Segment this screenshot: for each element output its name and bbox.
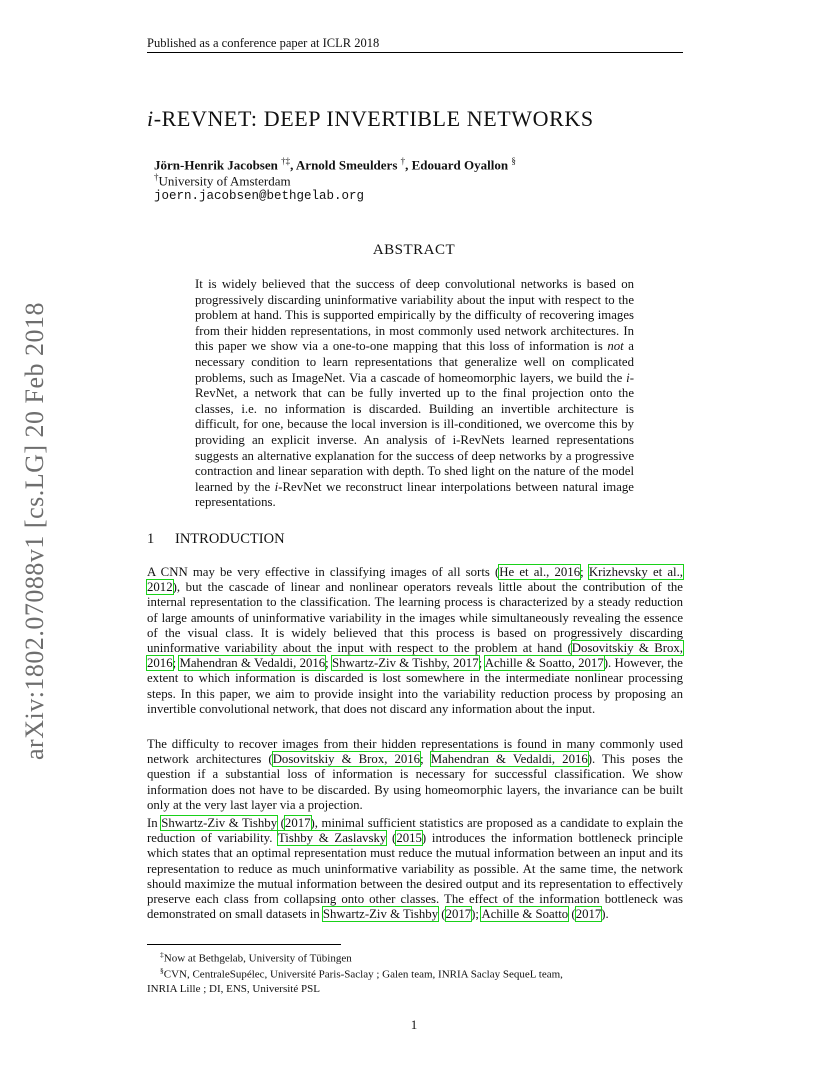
- footnote-mark: §: [160, 966, 164, 975]
- citation-link[interactable]: 2017: [284, 816, 311, 830]
- body-text: ).: [601, 907, 609, 922]
- running-header: Published as a conference paper at ICLR 2018: [147, 36, 380, 50]
- author-3-mark: §: [511, 156, 516, 166]
- abstract-body: [195, 277, 634, 511]
- section-title: INTRODUCTION: [175, 531, 285, 547]
- body-text: ;: [478, 656, 485, 671]
- footnote-mark: ‡: [160, 950, 164, 959]
- author-2: , Arnold Smeulders: [290, 157, 398, 173]
- citation-link[interactable]: Shwartz-Ziv & Tishby: [161, 816, 278, 830]
- intro-paragraph-2: [147, 737, 683, 813]
- abstract-text: It is widely believed that the success of deep convolutional networks is based on progressively discarding uninformative variability about the input with respect to the problem at hand. This is supported empirically by the difficulty of recovering images from their hidden representations, in most commonly used network architectures. In this paper we show via a one-to-one mapping that this loss of information is: [195, 277, 634, 354]
- citation-link[interactable]: He et al., 2016: [499, 565, 581, 579]
- title-text: -REVNET: DEEP INVERTIBLE NETWORKS: [153, 106, 594, 131]
- body-text: (: [277, 816, 285, 830]
- title-italic-i: i: [147, 106, 154, 131]
- body-text: ) introduces the information bottleneck principle which states that an optimal representation must reduce the mutual information between an input and its representation to reduce as much uninformative variability as possible. At the same time, the network should maximize the mutual information between the desired output and its representation to effectively preserve each class from collapsing onto other classes. The effect of the information bottleneck was demonstrated on small datasets in: [147, 831, 683, 922]
- section-number: 1: [147, 531, 155, 547]
- citation-link[interactable]: Mahendran & Vedaldi, 2016: [430, 752, 588, 767]
- citation-link[interactable]: 2015: [396, 831, 422, 846]
- abstract-italic-i: i: [626, 370, 630, 385]
- citation-link[interactable]: Achille & Soatto, 2017: [484, 656, 604, 671]
- author-email[interactable]: joern.jacobsen@bethgelab.org: [154, 189, 365, 203]
- author-2-mark: †: [400, 156, 406, 166]
- citation-link[interactable]: Dosovitskiy & Brox, 2016: [147, 641, 683, 671]
- body-text: A CNN may be very effective in classifying images of all sorts (: [147, 565, 500, 579]
- body-text: ), minimal sufficient statistics are proposed as a candidate to explain the reduction of variability.: [147, 816, 683, 846]
- body-text: ;: [420, 752, 431, 767]
- body-text: (: [438, 907, 446, 922]
- body-text: ), but the cascade of linear and nonlinear operators reveals little about the contribution of the internal representation to the classification. The learning process is characterized by a steady reduction of large amounts of uninformative variability in the images while simultaneously revealing the essence of the visual class. It is widely believed that this process is based on progressively discarding uninformative variability about the input with respect to the problem at hand (: [147, 580, 683, 656]
- body-text: );: [471, 907, 482, 922]
- citation-link[interactable]: 2017: [575, 907, 602, 922]
- footnote-rule: [147, 944, 341, 945]
- body-text: ;: [325, 656, 333, 671]
- footnote-text: CVN, CentraleSupélec, Université Paris-Saclay ; Galen team, INRIA Saclay SequeL team, INRIA Lille ; DI, ENS, Université PSL: [147, 968, 563, 995]
- header-rule: [147, 52, 683, 53]
- footnote-2: [147, 964, 567, 996]
- citation-link[interactable]: Shwartz-Ziv & Tishby: [322, 907, 439, 922]
- intro-paragraph-1: [147, 565, 683, 717]
- affiliation-text: University of Amsterdam: [158, 173, 291, 189]
- body-text: ). However, the extent to which information is discarded is lost somewhere in the intermediate nonlinear processing steps. In this paper, we aim to provide insight into the variability reduction process by proposing an invertible convolutional network, that does not discard any information about the input.: [147, 656, 683, 716]
- abstract-heading: ABSTRACT: [372, 242, 456, 258]
- citation-link[interactable]: Achille & Soatto: [481, 907, 569, 922]
- body-text: (: [386, 831, 397, 846]
- abstract-text: a necessary condition to learn representations that generalize well on complicated problems, such as ImageNet. Via a cascade of homeomorphic layers, we build the: [195, 339, 634, 385]
- author-3: , Edouard Oyallon: [405, 157, 509, 173]
- citation-link[interactable]: Dosovitskiy & Brox, 2016: [272, 752, 421, 767]
- author-1: Jörn-Henrik Jacobsen: [154, 157, 278, 173]
- author-1-mark: †‡: [281, 156, 291, 166]
- body-text: (: [568, 907, 576, 922]
- section-heading: [147, 531, 285, 548]
- affiliation-mark: †: [154, 172, 159, 182]
- paper-title: [147, 106, 594, 132]
- footnote-text: Now at Bethgelab, University of Tübingen: [163, 952, 352, 965]
- footnote-1: [160, 950, 352, 965]
- page-number: 1: [410, 1017, 418, 1032]
- body-text: ). This poses the question if a substantial loss of information is necessary for successful classification. We show information does not have to be discarded. By using homeomorphic layers, the invariance can be built only at the very last layer via a projection.: [147, 752, 683, 812]
- intro-paragraph-3: [147, 816, 683, 922]
- abstract-italic-i: i: [274, 479, 279, 494]
- body-text: In: [147, 816, 162, 830]
- body-text: ;: [580, 565, 589, 579]
- author-list: [154, 156, 516, 173]
- body-text: ;: [172, 656, 180, 671]
- abstract-emph: not: [607, 339, 624, 354]
- citation-link[interactable]: Shwartz-Ziv & Tishby, 2017: [332, 656, 479, 671]
- body-text: The difficulty to recover images from their hidden representations is found in many commonly used network architectures (: [147, 737, 683, 767]
- citation-link[interactable]: Mahendran & Vedaldi, 2016: [179, 656, 326, 671]
- citation-link[interactable]: Krizhevsky et al., 2012: [147, 565, 683, 595]
- arxiv-stamp: arXiv:1802.07088v1 [cs.LG] 20 Feb 2018: [20, 301, 49, 760]
- citation-link[interactable]: 2017: [445, 907, 472, 922]
- abstract-text: -RevNet we reconstruct linear interpolations between natural image representations.: [195, 479, 634, 510]
- citation-link[interactable]: Tishby & Zaslavsky: [277, 831, 387, 846]
- abstract-text: -RevNet, a network that can be fully inverted up to the final projection onto the classes, i.e. no information is discarded. Building an invertible architecture is difficult, for one, because the local inversion is ill-conditioned, we overcome this by providing an explicit inverse. An analysis of i-RevNets learned representations suggests an alternative explanation for the success of deep networks by a progressive contraction and linear separation with depth. To shed light on the nature of the model learned by the: [195, 370, 634, 494]
- affiliation: [154, 172, 291, 189]
